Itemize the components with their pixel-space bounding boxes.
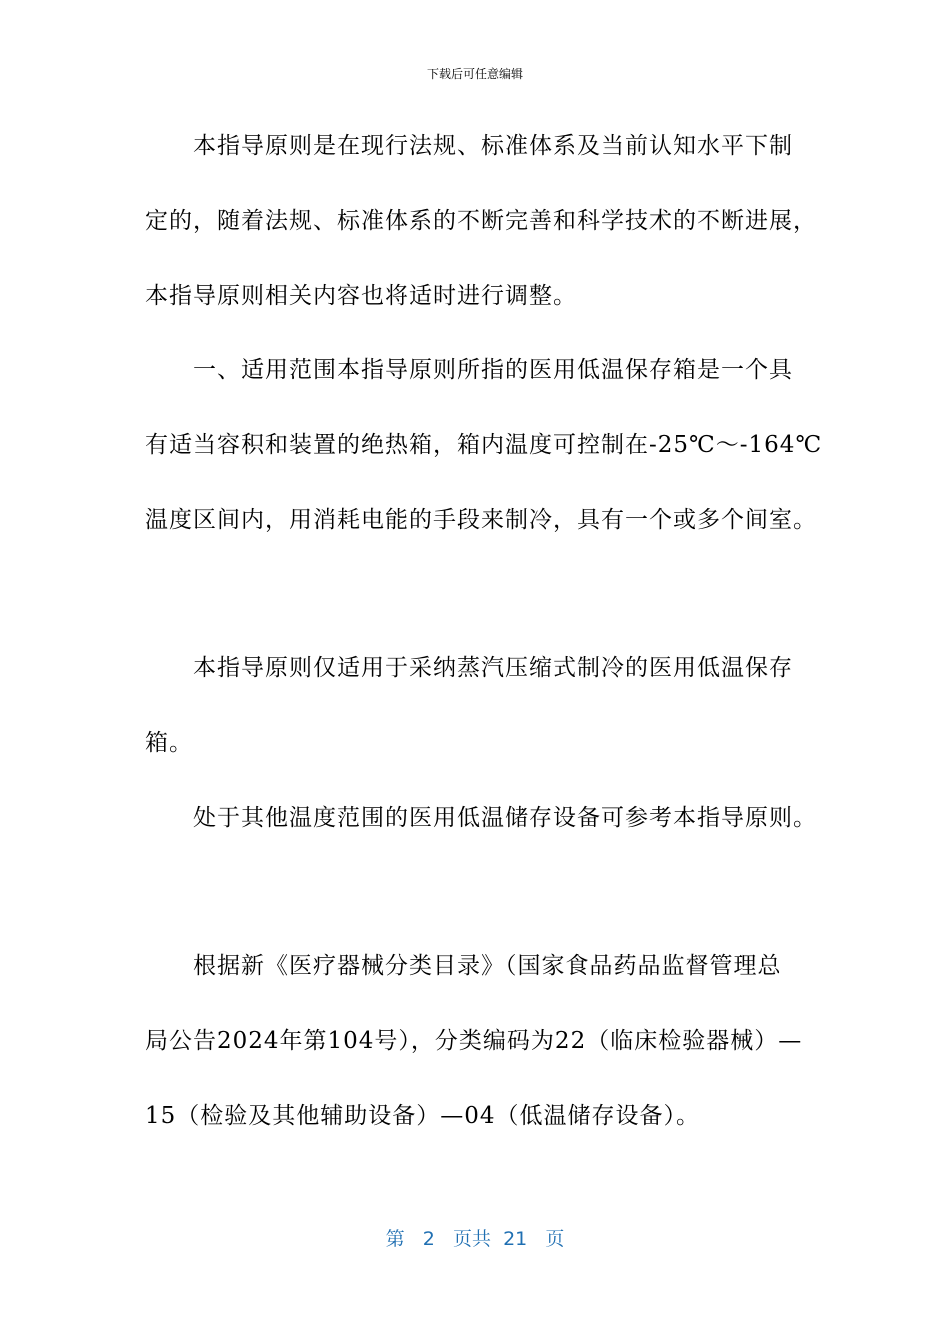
paragraph-line: 本指导原则是在现行法规、标准体系及当前认知水平下制 [193,133,793,159]
paragraph-line: 一、适用范围本指导原则所指的医用低温保存箱是一个具 [193,357,793,383]
paragraph-line: 温度区间内，用消耗电能的手段来制冷，具有一个或多个间室。 [145,507,817,533]
paragraph-line: 定的，随着法规、标准体系的不断完善和科学技术的不断进展， [145,208,817,234]
paragraph-line: 15（检验及其他辅助设备）—04（低温储存设备）。 [145,1103,701,1129]
page-footer [0,1226,950,1252]
paragraph-line: 有适当容积和装置的绝热箱，箱内温度可控制在-25℃～-164℃ [145,432,823,458]
paragraph-line: 本指导原则相关内容也将适时进行调整。 [145,283,577,309]
footer-prefix: 第 [385,1228,405,1250]
paragraph-line: 局公告2024年第104号），分类编码为22（临床检验器械）— [145,1028,803,1054]
paragraph-line: 本指导原则仅适用于采纳蒸汽压缩式制冷的医用低温保存 [193,655,793,681]
footer-suffix: 页 [545,1228,565,1250]
paragraph-line: 箱。 [145,730,193,756]
footer-middle: 页共 [452,1228,491,1250]
paragraph-line: 根据新《医疗器械分类目录》（国家食品药品监督管理总 [193,953,782,979]
footer-current-page: 2 [422,1228,435,1250]
paragraph-line: 处于其他温度范围的医用低温储存设备可参考本指导原则。 [193,805,817,831]
header-note: 下载后可任意编辑 [426,67,523,81]
footer-total-pages: 21 [503,1228,528,1250]
